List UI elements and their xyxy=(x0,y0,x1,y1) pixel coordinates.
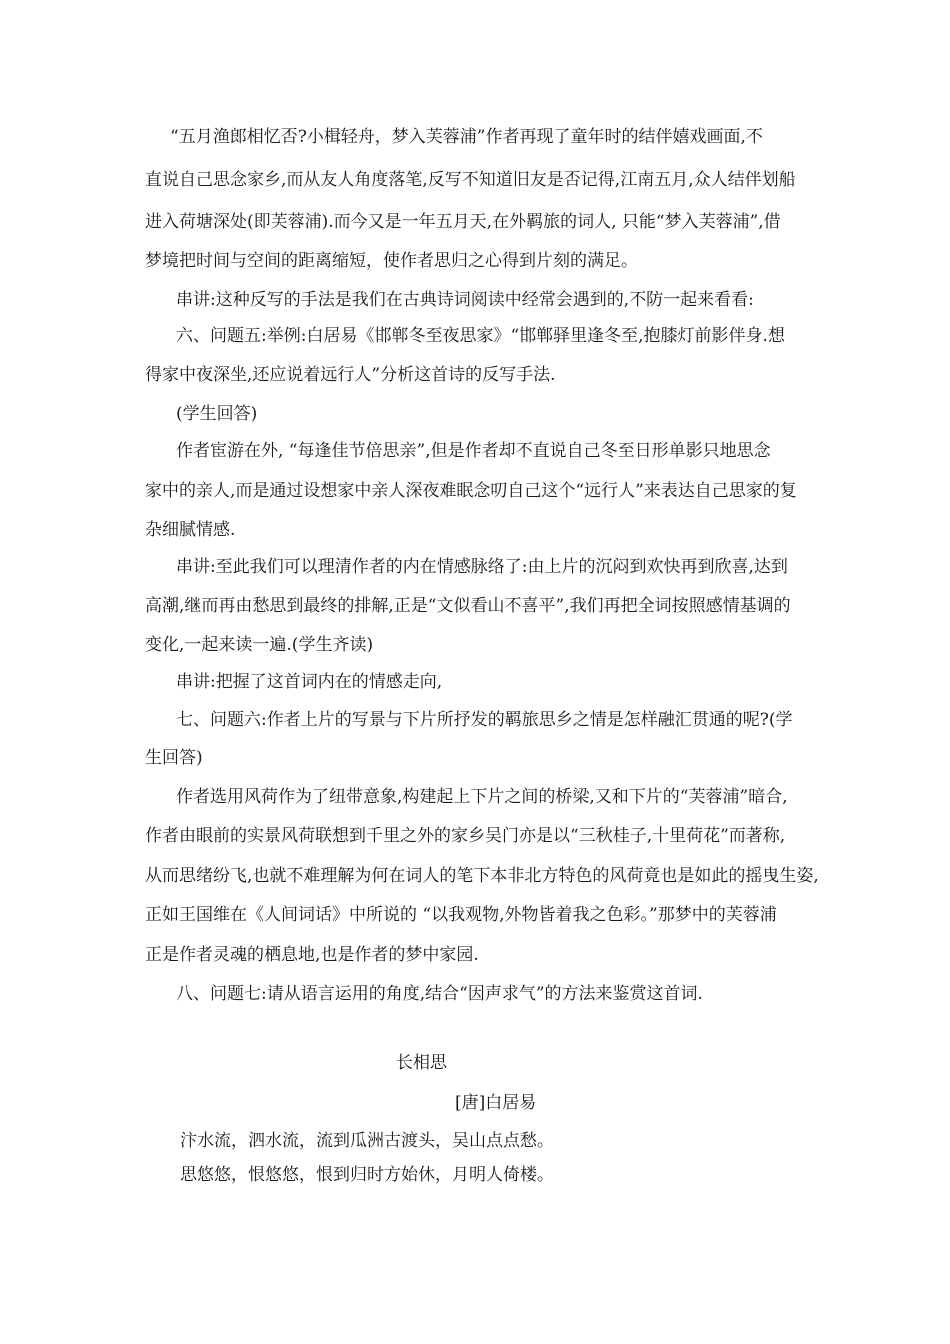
poem-line: 思悠悠，恨悠悠，恨到归时方始休，月明人倚楼。 xyxy=(180,1165,554,1185)
body-line: 进入荷塘深处(即芙蓉浦).而今又是一年五月天,在外羁旅的词人, 只能“梦入芙蓉浦”,借 xyxy=(145,212,781,232)
body-line: 串讲:把握了这首词内在的情感走向, xyxy=(176,672,443,692)
body-line: 八、问题七:请从语言运用的角度,结合“因声求气”的方法来鉴赏这首词. xyxy=(176,984,703,1004)
body-line: 从而思绪纷飞,也就不难理解为何在词人的笔下本非北方特色的风荷竟也是如此的摇曳生姿, xyxy=(145,866,819,886)
body-line: 梦境把时间与空间的距离缩短，使作者思归之心得到片刻的满足。 xyxy=(145,251,638,271)
body-line: 生回答) xyxy=(145,748,203,768)
poem-title: 长相思 xyxy=(396,1053,447,1073)
body-line: 杂细腻情感. xyxy=(145,520,236,540)
body-line: 串讲:这种反写的手法是我们在古典诗词阅读中经常会遇到的,不防一起来看看: xyxy=(176,290,754,310)
body-line: (学生回答) xyxy=(176,404,258,424)
body-line: 正是作者灵魂的栖息地,也是作者的梦中家园. xyxy=(145,945,479,965)
body-line: 变化,一起来读一遍.(学生齐读) xyxy=(145,635,374,655)
body-line: 直说自己思念家乡,而从友人角度落笔,反写不知道旧友是否记得,江南五月,众人结伴划船 xyxy=(145,170,796,190)
body-line: 得家中夜深坐,还应说着远行人”分析这首诗的反写手法. xyxy=(145,365,556,385)
body-line: 作者宦游在外, “每逢佳节倍思亲”,但是作者却不直说自己冬至日形单影只地思念 xyxy=(176,441,771,461)
poem-line: 汴水流，泗水流，流到瓜洲古渡头，吴山点点愁。 xyxy=(180,1131,554,1151)
body-line: 作者由眼前的实景风荷联想到千里之外的家乡吴门亦是以“三秋桂子,十里荷花”而著称, xyxy=(145,826,786,846)
body-line: 七、问题六:作者上片的写景与下片所抒发的羁旅思乡之情是怎样融汇贯通的呢?(学 xyxy=(176,710,793,730)
body-line: “五月渔郎相忆否?小楫轻舟，梦入芙蓉浦”作者再现了童年时的结伴嬉戏画面,不 xyxy=(170,127,763,147)
body-line: 正如王国维在《人间词话》中所说的 “以我观物,外物皆着我之色彩。”那梦中的芙蓉浦 xyxy=(145,905,777,925)
body-line: 串讲:至此我们可以理清作者的内在情感脉络了:由上片的沉闷到欢快再到欣喜,达到 xyxy=(176,557,788,577)
body-line: 作者选用风荷作为了纽带意象,构建起上下片之间的桥梁,又和下片的“芙蓉浦”暗合, xyxy=(176,787,788,807)
body-line: 高潮,继而再由愁思到最终的排解,正是“文似看山不喜平”,我们再把全词按照感情基调的 xyxy=(145,596,791,616)
body-line: 六、问题五:举例:白居易《邯郸冬至夜思家》“邯郸驿里逢冬至,抱膝灯前影伴身.想 xyxy=(176,326,785,346)
poem-author: [唐]白居易 xyxy=(455,1093,537,1113)
body-line: 家中的亲人,而是通过设想家中亲人深夜难眠念叨自己这个“远行人”来表达自己思家的复 xyxy=(145,481,797,501)
